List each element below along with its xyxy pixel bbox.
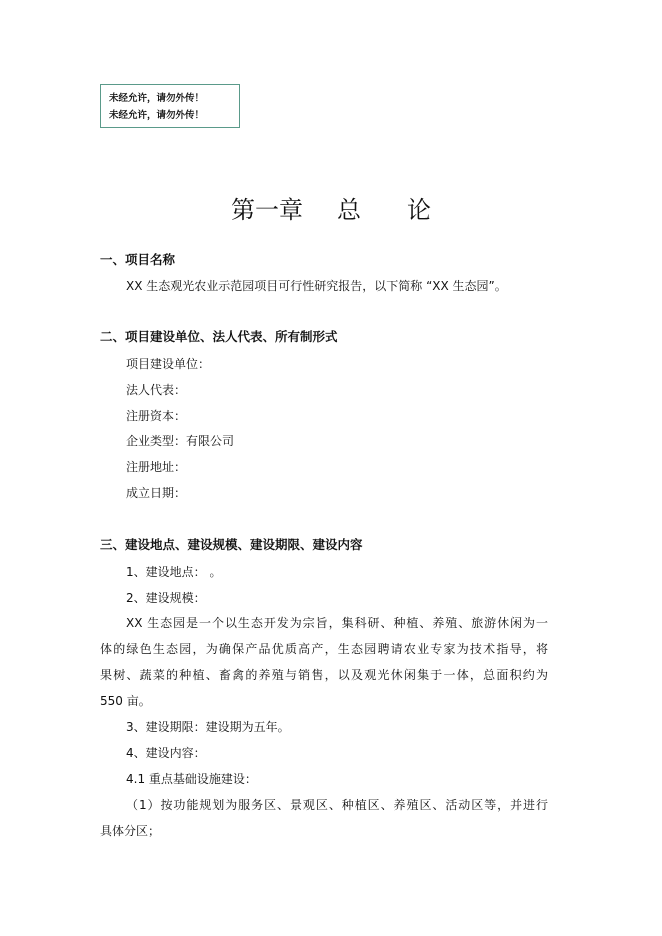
field-registered-address: 注册地址： [126,460,187,474]
item-construction-content: 4、建设内容： [126,746,206,760]
field-registered-capital: 注册资本： [126,409,187,423]
scale-paragraph-line-4: 550 亩。 [100,694,151,708]
notice-line-1: 未经允许，请勿外传！ [109,93,205,104]
item-construction-site: 1、建设地点： 。 [126,565,222,579]
item-key-infrastructure: 4.1 重点基础设施建设： [126,772,257,786]
confidential-notice-box [100,84,240,128]
scale-paragraph-line-2: 体的绿色生态园，为确保产品优质高产，生态园聘请农业专家为技术指导，将 [100,642,548,656]
field-company-type: 企业类型：有限公司 [126,434,235,448]
chapter-title-part-a: 总 [337,196,361,224]
chapter-title [0,190,662,225]
section-1-text: XX 生态观光农业示范园项目可行性研究报告，以下简称 “XX 生态园”。 [126,279,507,293]
chapter-number: 第一章 [231,196,303,224]
section-1-heading: 一、项目名称 [100,252,176,267]
field-construction-unit: 项目建设单位： [126,357,211,371]
chapter-title-part-b: 论 [407,196,431,224]
scale-paragraph-line-3: 果树、蔬菜的种植、畜禽的养殖与销售，以及观光休闲集于一体，总面积约为 [100,668,548,682]
notice-line-2: 未经允许，请勿外传！ [109,110,205,121]
item-construction-period: 3、建设期限：建设期为五年。 [126,720,290,734]
sub-item-line-2: 具体分区； [100,824,161,838]
scale-paragraph-line-1: XX 生态园是一个以生态开发为宗旨，集科研、种植、养殖、旅游休闲为一 [126,616,548,630]
section-3-heading: 三、建设地点、建设规模、建设期限、建设内容 [100,537,363,552]
item-construction-scale: 2、建设规模： [126,591,206,605]
section-2-heading: 二、项目建设单位、法人代表、所有制形式 [100,329,338,344]
field-establishment-date: 成立日期： [126,486,187,500]
field-legal-representative: 法人代表： [126,383,187,397]
sub-item-line-1: （1）按功能规划为服务区、景观区、种植区、养殖区、活动区等，并进行 [126,798,548,812]
